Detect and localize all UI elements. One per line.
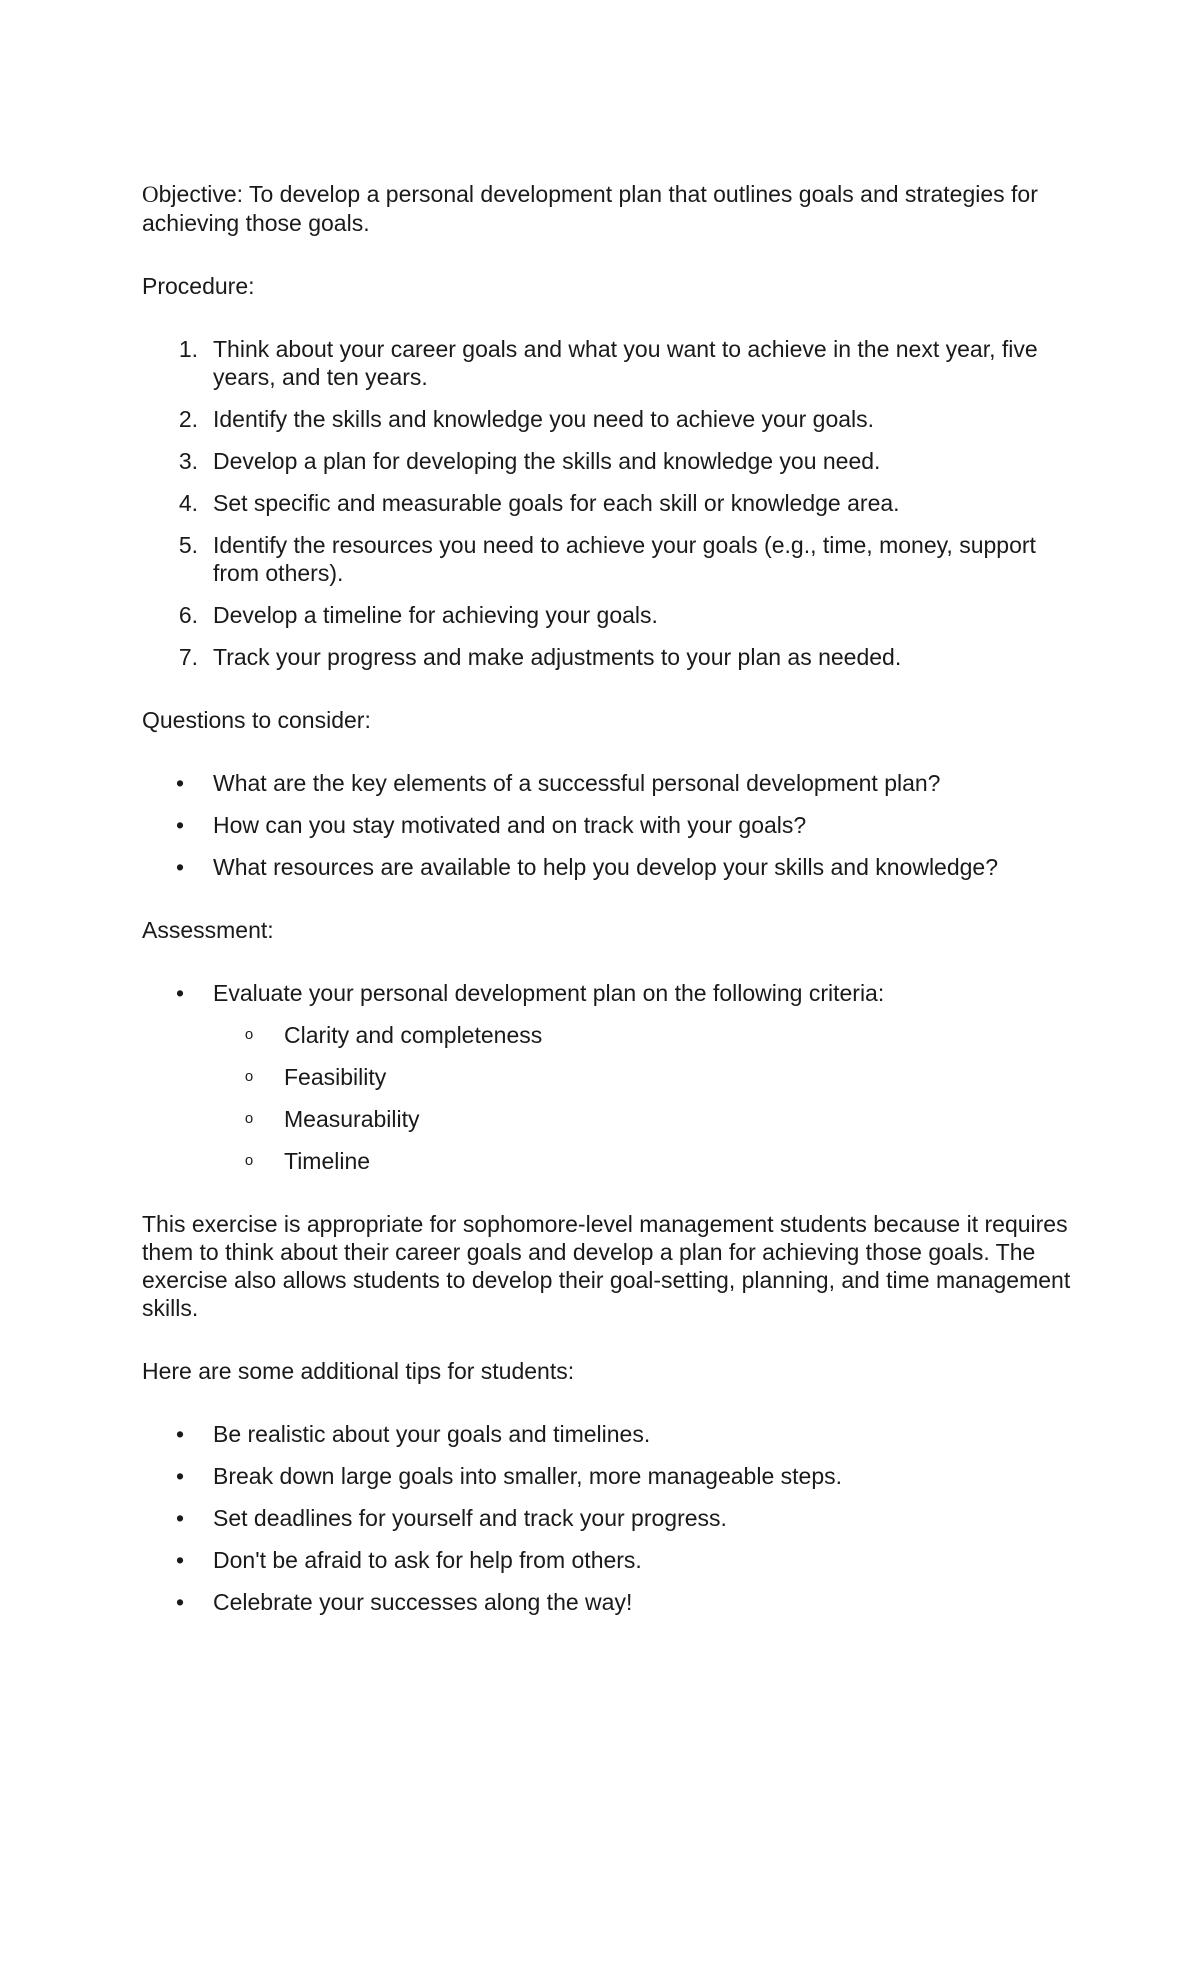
bullet-icon: •: [175, 854, 185, 880]
questions-list: [142, 769, 1072, 881]
hollow-bullet-icon: o: [244, 1110, 254, 1127]
bullet-icon: •: [175, 1547, 185, 1573]
procedure-item: [142, 643, 1072, 671]
bullet-icon: •: [175, 812, 185, 838]
document-body: [142, 180, 1072, 1651]
tips-list: [142, 1420, 1072, 1616]
list-number: 3.: [178, 448, 198, 474]
bullet-icon: •: [175, 1589, 185, 1615]
hollow-bullet-icon: o: [244, 1152, 254, 1169]
tip-item: [142, 1504, 1072, 1532]
bullet-icon: •: [175, 1421, 185, 1447]
list-number: 4.: [178, 490, 198, 516]
assessment-item-text: Evaluate your personal development plan on the following criteria:: [213, 980, 885, 1006]
list-number: 2.: [178, 406, 198, 432]
assessment-list: [142, 979, 1072, 1175]
procedure-item: [142, 335, 1072, 391]
question-item: [142, 853, 1072, 881]
bullet-icon: •: [175, 1463, 185, 1489]
procedure-list: [142, 335, 1072, 671]
bullet-icon: •: [175, 980, 185, 1006]
assessment-heading: Assessment:: [142, 917, 274, 943]
procedure-item-text: Develop a plan for developing the skills and knowledge you need.: [213, 448, 881, 474]
procedure-item: [142, 489, 1072, 517]
hollow-bullet-icon: o: [244, 1026, 254, 1043]
procedure-item-text: Develop a timeline for achieving your goals.: [213, 602, 658, 628]
procedure-item-text: Set specific and measurable goals for each skill or knowledge area.: [213, 490, 900, 516]
summary-paragraph: This exercise is appropriate for sophomore-level management students because it requires them to think about their career goals and develop a plan for achieving those goals. The exercise also allows students to develop their goal-setting, planning, and time management skills.: [142, 1211, 1071, 1321]
procedure-item: [142, 405, 1072, 433]
criteria-text: Feasibility: [284, 1064, 387, 1090]
criteria-text: Measurability: [284, 1106, 420, 1132]
tip-item: [142, 1588, 1072, 1616]
question-item: [142, 811, 1072, 839]
question-text: What are the key elements of a successful personal development plan?: [213, 770, 941, 796]
procedure-item-text: Think about your career goals and what you want to achieve in the next year, five years, and ten years.: [213, 336, 1038, 390]
criteria-item: [213, 1105, 1072, 1133]
objective-text: bjective: To develop a personal development plan that outlines goals and strategies for achieving those goals.: [142, 181, 1038, 236]
tips-heading: Here are some additional tips for students:: [142, 1358, 575, 1384]
tip-item: [142, 1546, 1072, 1574]
question-text: What resources are available to help you develop your skills and knowledge?: [213, 854, 999, 880]
objective-paragraph: [142, 180, 1072, 237]
tip-text: Celebrate your successes along the way!: [213, 1589, 633, 1615]
hollow-bullet-icon: o: [244, 1068, 254, 1085]
question-text: How can you stay motivated and on track with your goals?: [213, 812, 807, 838]
bullet-icon: •: [175, 770, 185, 796]
criteria-item: [213, 1021, 1072, 1049]
tip-item: [142, 1420, 1072, 1448]
tip-item: [142, 1462, 1072, 1490]
question-item: [142, 769, 1072, 797]
list-number: 1.: [178, 336, 198, 362]
criteria-item: [213, 1063, 1072, 1091]
list-number: 7.: [178, 644, 198, 670]
tip-text: Be realistic about your goals and timelines.: [213, 1421, 651, 1447]
tip-text: Don't be afraid to ask for help from others.: [213, 1547, 642, 1573]
criteria-list: [213, 1021, 1072, 1175]
criteria-text: Timeline: [284, 1148, 371, 1174]
procedure-item-text: Track your progress and make adjustments to your plan as needed.: [213, 644, 902, 670]
tip-text: Set deadlines for yourself and track your progress.: [213, 1505, 727, 1531]
bullet-icon: •: [175, 1505, 185, 1531]
procedure-item: [142, 531, 1072, 587]
procedure-heading: Procedure:: [142, 273, 255, 299]
objective-first-letter: O: [142, 182, 159, 207]
list-number: 6.: [178, 602, 198, 628]
questions-heading: Questions to consider:: [142, 707, 371, 733]
criteria-text: Clarity and completeness: [284, 1022, 543, 1048]
procedure-item: [142, 447, 1072, 475]
assessment-item: [142, 979, 1072, 1175]
tip-text: Break down large goals into smaller, more manageable steps.: [213, 1463, 843, 1489]
procedure-item: [142, 601, 1072, 629]
procedure-item-text: Identify the resources you need to achieve your goals (e.g., time, money, support from others).: [213, 532, 1036, 586]
list-number: 5.: [178, 532, 198, 558]
criteria-item: [213, 1147, 1072, 1175]
procedure-item-text: Identify the skills and knowledge you need to achieve your goals.: [213, 406, 875, 432]
